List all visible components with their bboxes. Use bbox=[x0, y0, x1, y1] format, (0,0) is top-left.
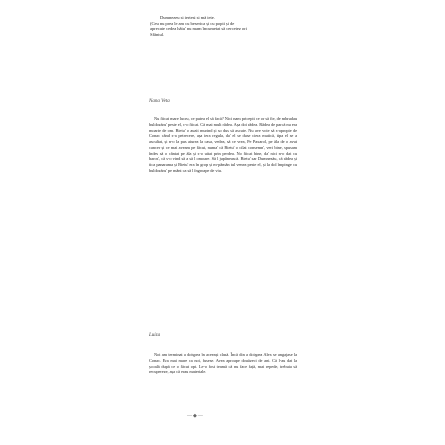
section-body bbox=[149, 352, 297, 410]
intro-line: (Ceu nu prea le am cu beserica și cu popii și de bbox=[150, 20, 235, 26]
intro-line: Sfântul. bbox=[150, 31, 165, 37]
section-title: Luiza bbox=[149, 333, 161, 338]
intro-line: aprecate cedea hâtu' nu mam încumetat să cercetez ori bbox=[150, 26, 247, 32]
body-paragraph: Nu fiicat mare lucru, ce putea el să facă? Nici nam pricepit ce or să fie, de mbrudau buldozăru' peste el, c-o fiicat. Că mai mult râdea. Așa doi râdea. Râdea de parcă nu era moarte de om. Bietu' o auzit murind și so dus să ascute. Nu ave voie să s-apropie de Conac când s-a petrecere, așa iera regula, da' el se duse ciera mutică, tipa el se a ascultat, și n-o la pus aiurea la casa, vedea, să ce vrea, Pe Paxarol, pe ăla de o avut cancer și ce mai aveam pe făcut, numa' că Bietu' o cilat consemn', veri bine, spusam îndes să o cântat pe ăla și s-o uitat prin perdea. No fiicat bine, da' nici n-o dat cu baros', că s-o vind să a să l omoare. Să l jupânească. Bietu' sar Dumnezău, că râdea și tica panarama și Bietu' era în grop și m-pâmân tul venea peste el, și la dol împinge cu buldozăru' pe mânt ca să l îngroape de viu. bbox=[149, 116, 297, 173]
body-paragraph: Noi am terminat a doișpea în aceeași clasă. Încă din a doișpea Alex se angajase la Conac. Era mai mare ca noi, fusese. Avea aproape douăzeci de ani. Că l-au dat la școală după ce o făcut opt. Le-o fost teamă că nu face față, mai repede, trebuia să recupereze, așa că erau materiale. bbox=[149, 352, 297, 375]
section-body bbox=[149, 116, 297, 311]
intro-line: Dumnezeu si iertesi si mă iete. bbox=[160, 15, 215, 20]
intro-paragraph bbox=[150, 15, 310, 37]
section-title: Nana Veta bbox=[149, 99, 170, 104]
section-end-ornament: —◆— bbox=[187, 414, 204, 419]
